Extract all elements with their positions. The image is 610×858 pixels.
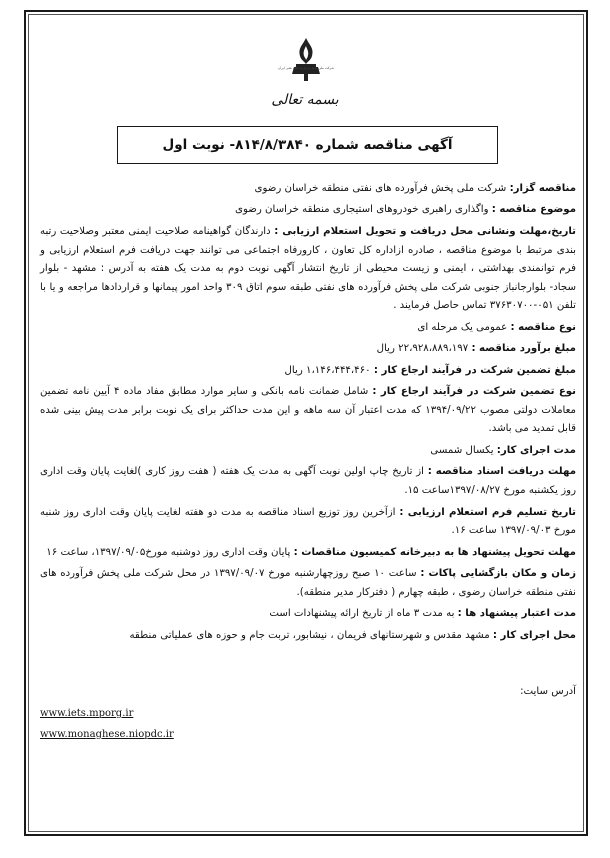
item-text: عمومی یک مرحله ای <box>417 321 511 333</box>
item-text: شرکت ملی پخش فرآورده های نفتی منطقه خراسان رضوی <box>254 183 510 194</box>
notice-item-inquiry <box>40 223 576 316</box>
item-label: محل اجرای کار : <box>492 629 576 641</box>
item-text: شامل ضمانت نامه بانکی و سایر موارد مطابق مفاد ماده ۴ آیین نامه تضمین معاملات دولتی مصوب ۱۳۹۴/۰۹/۲۲ که مدت اعتبار آن سه ماهه و این مدت حداکثر برای یک نوبت برابر مدت پیش بینی شده قابل تمدید می باشد. <box>40 386 577 435</box>
item-label: مهلت تحویل پیشنهاد ها به دبیرخانه کمیسیون مناقصات : <box>293 546 576 558</box>
item-text: یکسال شمسی <box>430 444 497 456</box>
item-label: مهلت دریافت اسناد مناقصه : <box>427 466 576 478</box>
notice-title: آگهی مناقصه شماره ۸۱۴/۸/۳۸۴۰- نوبت اول <box>162 137 453 153</box>
nioc-flame-logo <box>274 34 338 94</box>
notice-item-estimate <box>40 340 576 359</box>
logo-caption: شرکت ملی پخش فرآورده های نفتی ایران <box>278 66 334 70</box>
item-text: دارندگان گواهینامه صلاحیت ایمنی معتبر وصلاحیت رتبه بندی مرتبط با موضوع مناقصه ، صادره ازاداره کل تعاون ، کارورفاه اجتماعی می توانند جهت دریافت فرم استعلام ارزیابی و فرم توانمندی بهداشتی ، ایمنی و زیست محیطی از تاریخ انتشار آگهی نوبت دوم به مدت یک هفته به آدرس : مشهد - بلوار سجاد- بلوارجانباز جنوبی شرکت ملی پخش فرآورده های نفتی طبقه سوم اتاق ۳۰۹ واحد امور پیمانها و قراردادها مراجعه و یا با تلفن ۰۵۱-۳۷۶۳۰۷۰۰ تماس حاصل فرمایند . <box>40 225 576 312</box>
item-text: ازآخرین روز توزیع اسناد مناقصه به مدت دو هفته لغایت پایان وقت اداری روز شنبه مورخ ۱۳۹۷/۰۹/۰۳ ساعت ۱۶. <box>40 506 576 537</box>
notice-item-opening <box>40 565 576 602</box>
notice-item-document-deadline <box>40 463 576 500</box>
notice-item-form-deadline <box>40 504 576 541</box>
notice-item-tenderer <box>40 180 576 199</box>
notice-body <box>40 180 576 648</box>
item-label: زمان و مکان بازگشایی پاکات : <box>420 568 576 580</box>
website-address-label: آدرس سایت: <box>520 686 576 697</box>
item-text: از تاریخ چاپ اولین نوبت آگهی به مدت یک هفته ( هفت روز کاری )لغایت پایان وقت اداری روز یکشنبه مورخ ۱۳۹۷/۰۸/۲۷ساعت ۱۵. <box>40 466 576 497</box>
item-label: مناقصه گزار: <box>509 183 576 194</box>
notice-item-bid-deadline <box>40 544 576 563</box>
notice-item-validity <box>40 605 576 624</box>
item-label: نوع تضمین شرکت در فرآیند ارجاع کار : <box>372 386 577 398</box>
notice-item-guarantee-type <box>40 383 576 439</box>
item-text: مشهد مقدس و شهرستانهای فریمان ، نیشابور، تربت جام و حوزه های عملیاتی منطقه <box>129 629 493 641</box>
item-label: تاریخ،مهلت ونشانی محل دریافت و تحویل استعلام ارزیابی : <box>274 225 576 237</box>
notice-item-subject <box>40 201 576 220</box>
website-list <box>40 703 240 745</box>
item-label: تاریخ تسلیم فرم استعلام ارزیابی : <box>399 506 576 518</box>
item-label: مبلغ برآورد مناقصه : <box>471 343 576 355</box>
item-text: ۱،۱۴۶،۴۴۴،۴۶۰ ریال <box>284 364 374 376</box>
basmala-heading: بسمه تعالی <box>271 92 339 108</box>
item-label: موضوع مناقصه : <box>491 204 576 216</box>
item-text: به مدت ۳ ماه از تاریخ ارائه پیشنهادات است <box>269 608 458 620</box>
item-text: ۲۲،۹۲۸،۸۸۹،۱۹۷ ریال <box>376 343 472 355</box>
item-label: مبلغ تضمین شرکت در فرآیند ارجاع کار : <box>373 364 576 376</box>
notice-item-guarantee-amount <box>40 362 576 381</box>
item-text: ساعت ۱۰ صبح روزچهارشنبه مورخ ۱۳۹۷/۰۹/۰۷ در محل شرکت ملی پخش فرآورده های نفتی منطقه خراسان رضوی ، طبقه چهارم ( دفترکار مدیر منطقه). <box>40 568 576 598</box>
website-link-iets[interactable]: www.iets.mporg.ir <box>40 708 134 719</box>
notice-item-duration <box>40 442 576 461</box>
item-text: پایان وقت اداری روز دوشنبه مورخ۱۳۹۷/۰۹/۰۵، ساعت ۱۶ <box>46 546 294 558</box>
item-label: نوع مناقصه : <box>510 321 576 333</box>
website-link-monaghese[interactable]: www.monaghese.niopdc.ir <box>40 729 174 740</box>
item-label: مدت اجرای کار: <box>496 444 576 456</box>
item-label: مدت اعتبار پیشنهاد ها : <box>457 608 576 620</box>
notice-item-tender-type <box>40 319 576 338</box>
item-text: واگذاری راهبری خودروهای استیجاری منطقه خراسان رضوی <box>234 204 492 216</box>
notice-item-location <box>40 627 576 646</box>
notice-title-box <box>117 126 498 164</box>
